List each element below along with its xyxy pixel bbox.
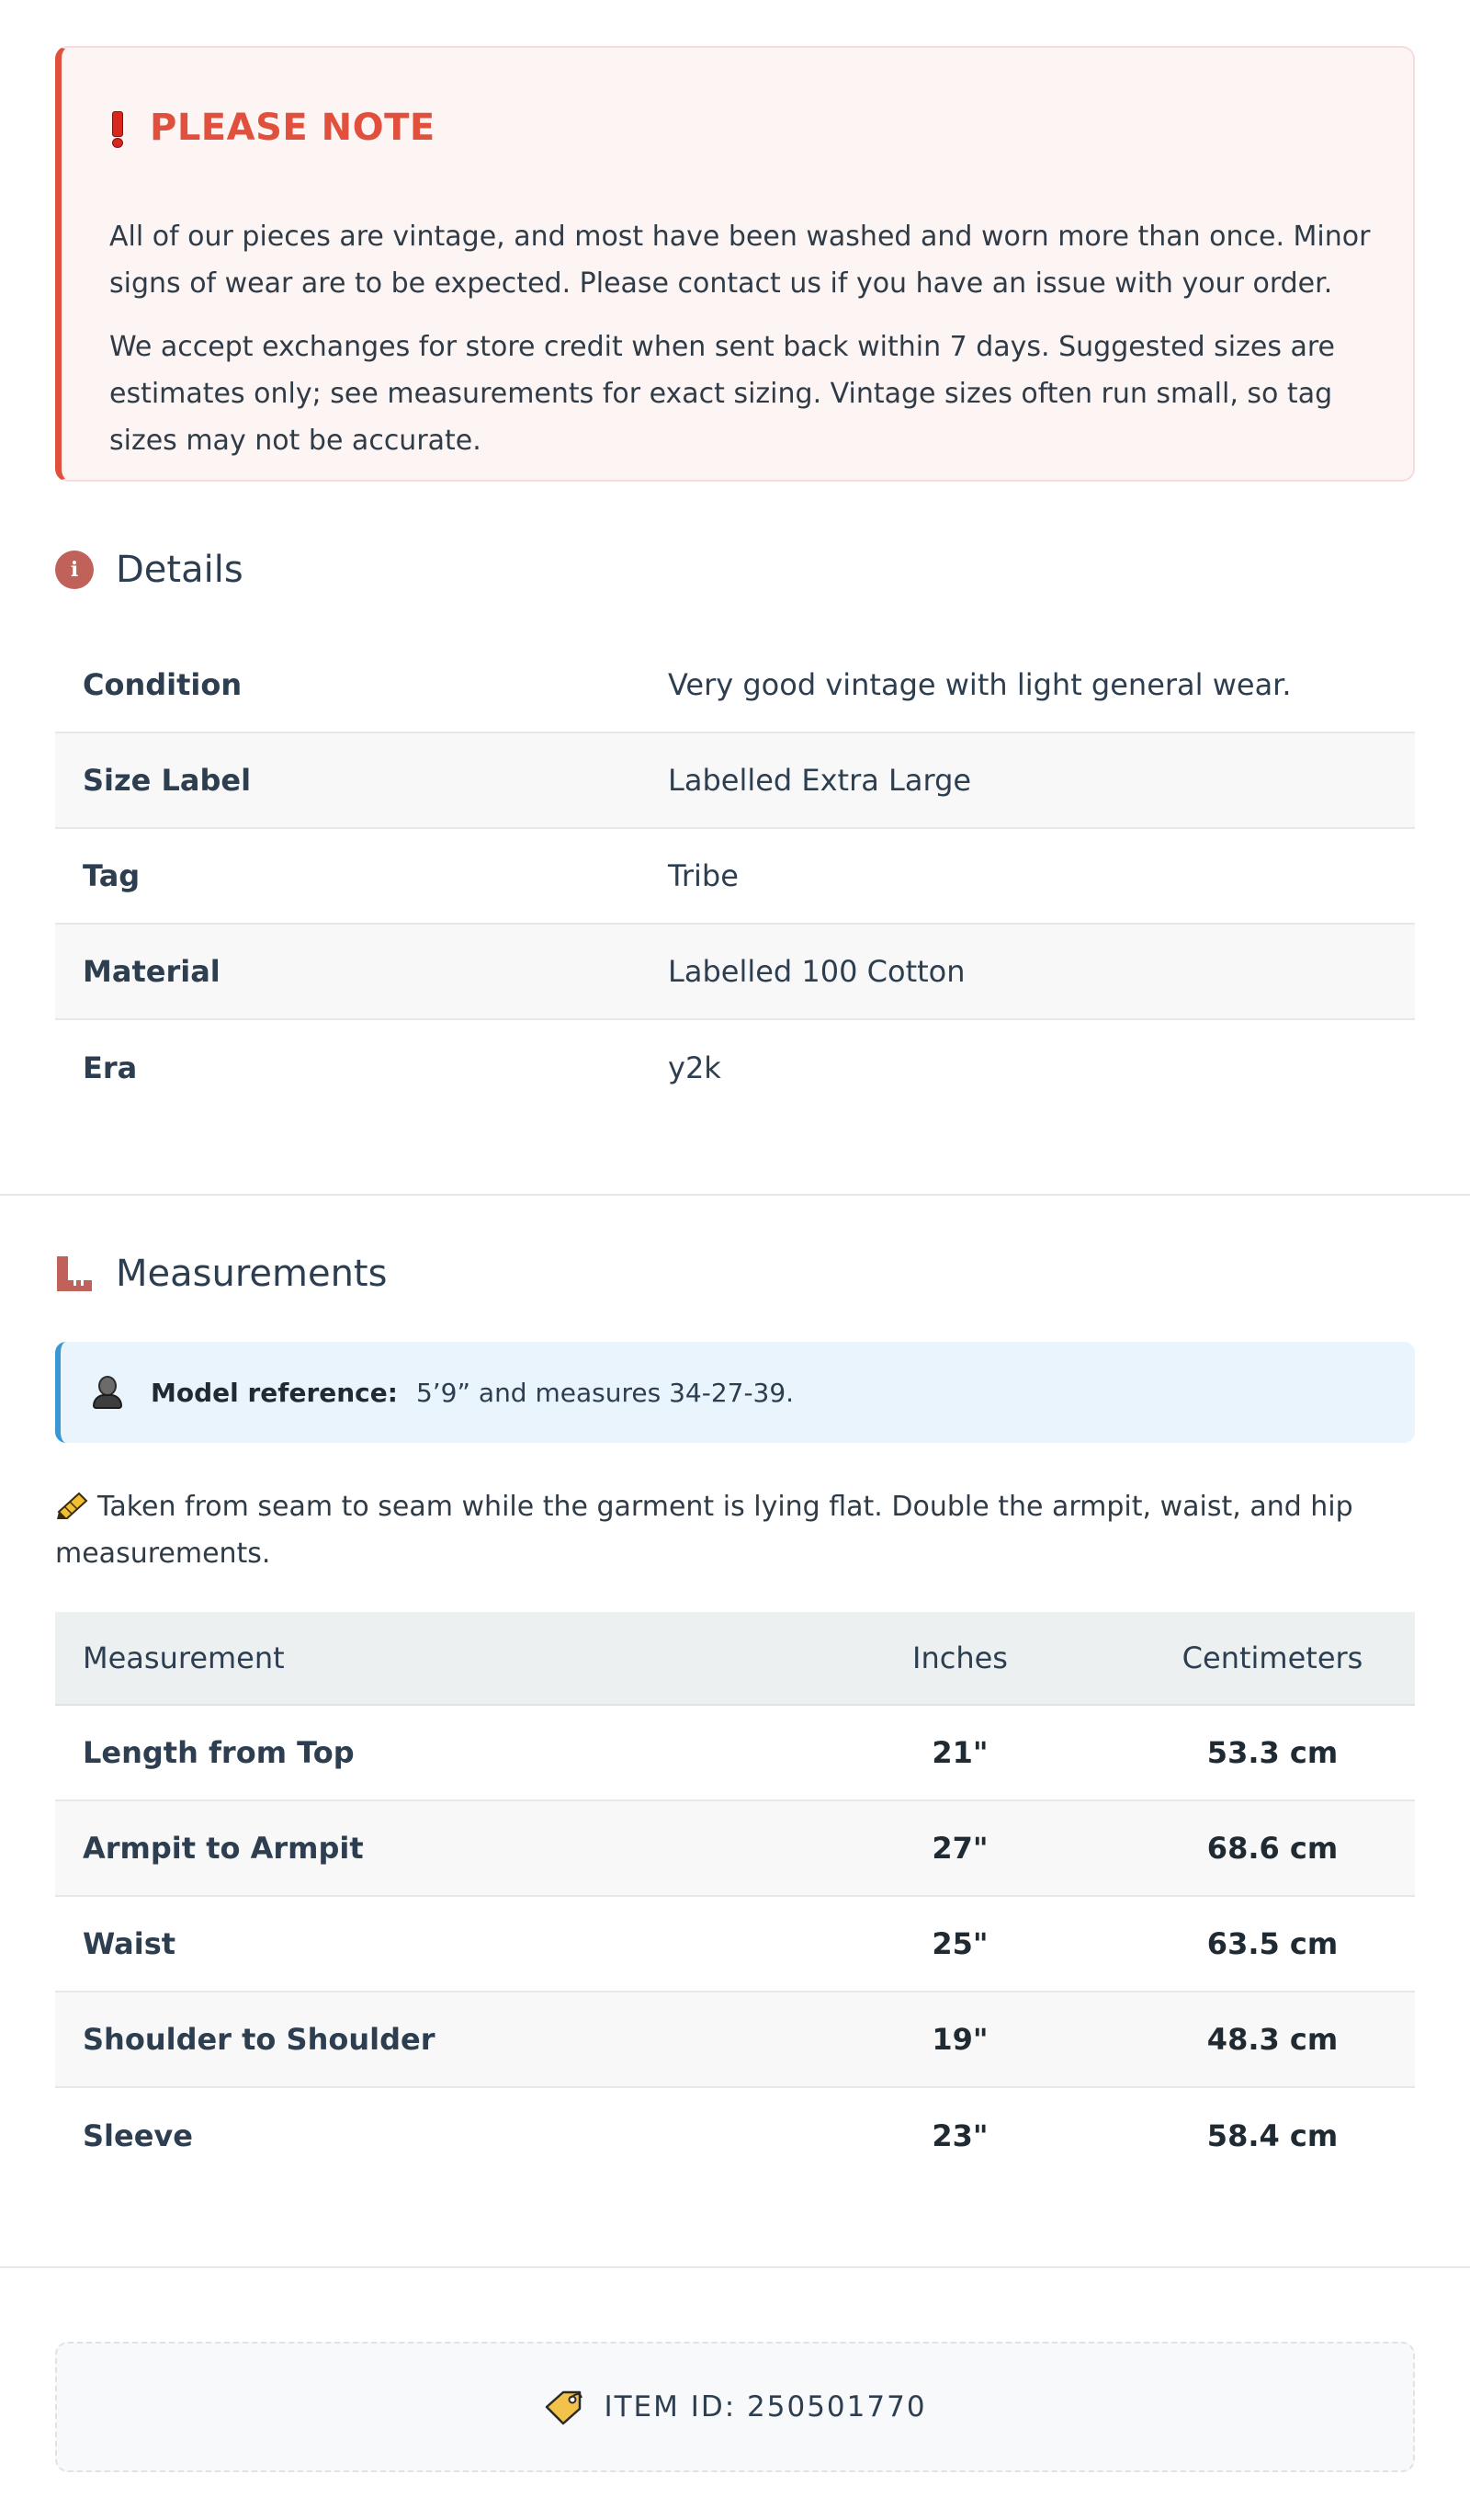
measurement-cm: 63.5 cm bbox=[1206, 1926, 1339, 1961]
measurements-table-header bbox=[55, 1612, 1415, 1706]
details-value: y2k bbox=[668, 1050, 721, 1085]
details-row-condition bbox=[55, 638, 1415, 733]
measurements-title: Measurements bbox=[116, 1253, 388, 1295]
details-row-material bbox=[55, 925, 1415, 1020]
model-reference-box bbox=[55, 1342, 1415, 1443]
header-measurement: Measurement bbox=[83, 1640, 285, 1675]
measurements-table bbox=[55, 1612, 1415, 2184]
section-divider bbox=[0, 1194, 1470, 1196]
measurements-header bbox=[55, 1253, 387, 1295]
details-table bbox=[55, 638, 1415, 1116]
measurement-note-text: Taken from seam to seam while the garment is lying flat. Double the armpit, waist, and hip measurements. bbox=[55, 1491, 1353, 1570]
measurement-cm: 53.3 cm bbox=[1206, 1735, 1339, 1770]
measurement-inches: 27" bbox=[932, 1831, 989, 1866]
notice-paragraph-exchanges: We accept exchanges for store credit when sent back within 7 days. Suggested sizes are estimates only; see measurements for exact sizing. Vintage sizes often run small, so tag sizes may not be accurate. bbox=[109, 331, 1336, 457]
table-row bbox=[55, 1801, 1415, 1897]
table-row bbox=[55, 1897, 1415, 1992]
header-inches: Inches bbox=[912, 1640, 1008, 1675]
please-note-box bbox=[55, 46, 1415, 482]
measurement-inches: 21" bbox=[932, 1735, 989, 1770]
details-row-size-label bbox=[55, 733, 1415, 829]
measurement-cm: 68.6 cm bbox=[1206, 1831, 1339, 1866]
details-title: Details bbox=[116, 549, 243, 591]
please-note-header bbox=[109, 107, 435, 149]
measurement-name: Armpit to Armpit bbox=[83, 1831, 364, 1866]
details-value: Labelled Extra Large bbox=[668, 763, 972, 798]
measurement-inches: 19" bbox=[932, 2022, 989, 2057]
measurement-inches: 23" bbox=[932, 2118, 989, 2153]
section-divider bbox=[0, 2266, 1470, 2268]
measurement-note bbox=[55, 1483, 1378, 1577]
table-row bbox=[55, 1992, 1415, 2088]
measurement-name: Sleeve bbox=[83, 2118, 193, 2153]
details-label: Material bbox=[83, 954, 220, 989]
details-row-tag bbox=[55, 829, 1415, 925]
details-label: Era bbox=[83, 1050, 138, 1085]
exclamation-icon bbox=[109, 109, 124, 146]
details-label: Tag bbox=[83, 858, 141, 893]
info-icon: i bbox=[55, 551, 94, 589]
header-centimeters: Centimeters bbox=[1182, 1640, 1363, 1675]
details-value: Labelled 100 Cotton bbox=[668, 954, 966, 989]
details-value: Very good vintage with light general wear. bbox=[668, 667, 1292, 702]
notice-paragraph-wear: All of our pieces are vintage, and most have been washed and worn more than once. Minor signs of wear are to be expected. Please contact us if you have an issue with your order. bbox=[109, 221, 1371, 300]
details-value: Tribe bbox=[668, 858, 739, 893]
ruler-icon bbox=[55, 1254, 94, 1293]
person-icon bbox=[92, 1376, 123, 1409]
item-id-box bbox=[55, 2342, 1415, 2472]
measurement-cm: 48.3 cm bbox=[1206, 2022, 1339, 2057]
model-reference-label: Model reference: bbox=[151, 1377, 398, 1408]
measurement-inches: 25" bbox=[932, 1926, 989, 1961]
measurement-name: Length from Top bbox=[83, 1735, 355, 1770]
details-row-era bbox=[55, 1020, 1415, 1116]
model-reference-text: 5’9” and measures 34-27-39. bbox=[415, 1377, 795, 1408]
item-id-label: ITEM ID: 250501770 bbox=[604, 2390, 927, 2424]
table-row bbox=[55, 1706, 1415, 1801]
pencil-icon bbox=[55, 1487, 90, 1515]
measurement-name: Waist bbox=[83, 1926, 176, 1961]
details-label: Size Label bbox=[83, 763, 252, 798]
details-header bbox=[55, 549, 243, 591]
measurement-name: Shoulder to Shoulder bbox=[83, 2022, 435, 2057]
details-label: Condition bbox=[83, 667, 243, 702]
measurement-cm: 58.4 cm bbox=[1206, 2118, 1339, 2153]
tag-icon bbox=[543, 2389, 583, 2425]
table-row bbox=[55, 2088, 1415, 2184]
please-note-title: PLEASE NOTE bbox=[150, 107, 435, 149]
